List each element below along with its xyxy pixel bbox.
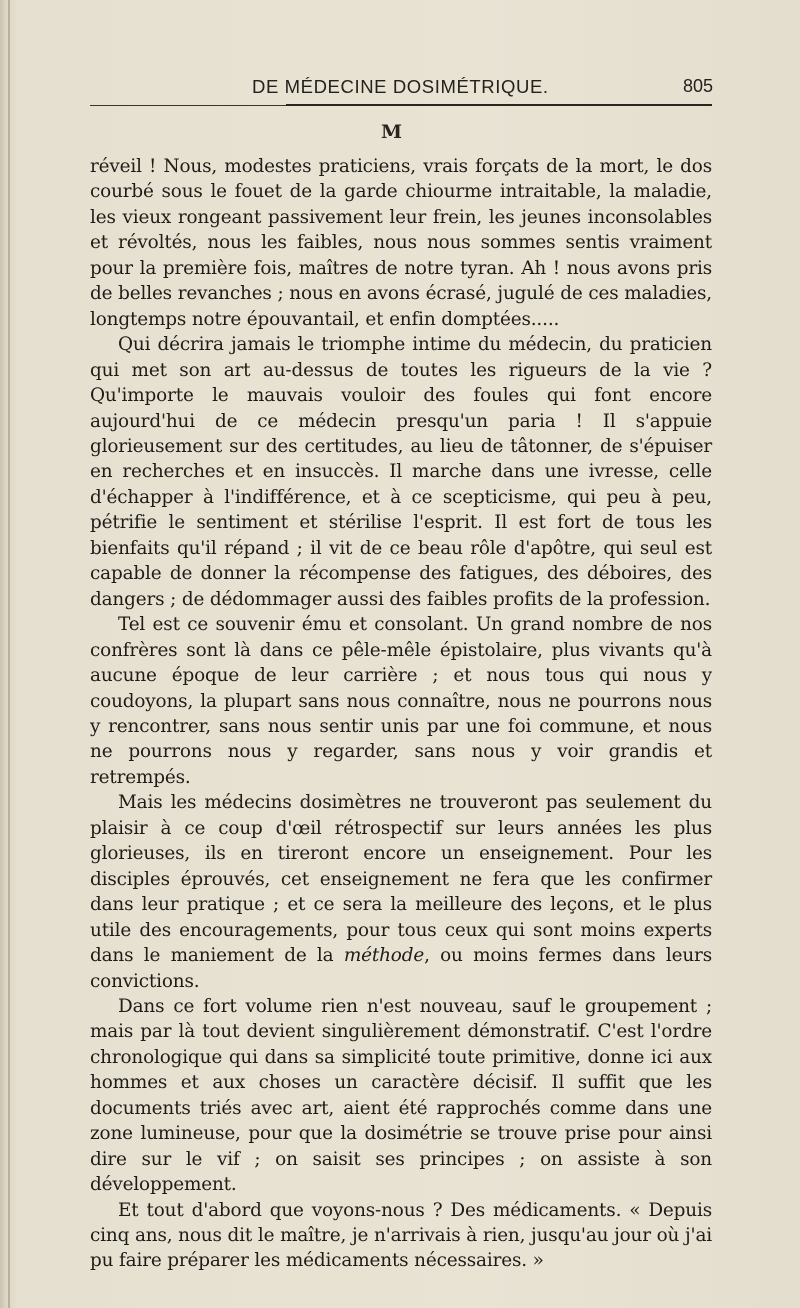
body-text bbox=[90, 154, 712, 1274]
paragraph-3: Tel est ce souvenir ému et consolant. Un grand nombre de nos confrères sont là dans ce pêle-mêle épistolaire, plus vivants qu'à aucune époque de leur carrière ; et nous tous qui nous y coudoyons, la plupart sans nous connaître, nous ne pourrons nous y rencontrer, sans nous sentir unis par une foi commune, et nous ne pourrons nous y regarder, sans nous y voir grandis et retrempés. bbox=[90, 614, 712, 788]
paragraph-2: Qui décrira jamais le triomphe intime du médecin, du praticien qui met son art au-dessus de toutes les rigueurs de la vie ? Qu'importe le mauvais vouloir des foules qui font encore aujourd'hui de ce médecin presqu'un paria ! Il s'appuie glorieusement sur des certitudes, au lieu de tâtonner, de s'épuiser en recherches et en insuccès. Il marche dans une ivresse, celle d'échapper à l'indifférence, et à ce scepticisme, qui peu à peu, pétrifie le sentiment et stérilise l'esprit. Il est fort de tous les bienfaits qu'il répand ; il vit de ce beau rôle d'apôtre, qui seul est capable de donner la récompense des fatigues, des déboires, des dangers ; de dédommager aussi des faibles profits de la profession. bbox=[90, 334, 712, 610]
paragraph-4-text-after: , ou moins fermes dans leurs convictions. bbox=[90, 945, 712, 992]
paragraph-6: Et tout d'abord que voyons-nous ? Des médicaments. « Depuis cinq ans, nous dit le maître, je n'arrivais à rien, jusqu'au jour où j'ai pu faire préparer les médicaments nécessaires. » bbox=[90, 1199, 712, 1272]
page-number: 805 bbox=[683, 76, 714, 96]
paragraph-1: réveil ! Nous, modestes praticiens, vrais forçats de la mort, le dos courbé sous le fouet de la garde chiourme intraitable, la maladie, les vieux rongeant passivement leur frein, les jeunes inconsolables et révoltés, nous les faibles, nous nous sommes sentis vraiment pour la première fois, maîtres de notre tyran. Ah ! nous avons pris de belles revanches ; nous en avons écrasé, jugulé de ces maladies, longtemps notre épouvantail, et enfin domptées..... bbox=[90, 156, 712, 330]
paragraph-4-text-before: Mais les médecins dosimètres ne trouveront pas seulement du plaisir à ce coup d'œil rétrospectif sur leurs années les plus glorieuses, ils en tireront encore un enseignement. Pour les disciples éprouvés, cet enseignement ne fera que les confirmer dans leur pratique ; et ce sera la meilleure des leçons, et le plus utile des encouragements, pour tous ceux qui sont moins experts dans le maniement de la bbox=[90, 792, 712, 967]
header-rule-thick bbox=[286, 104, 712, 106]
paragraph-4 bbox=[90, 790, 712, 994]
paragraph-4-emphasis: méthode bbox=[343, 945, 425, 967]
running-head-title: DE MÉDECINE DOSIMÉTRIQUE. bbox=[252, 76, 549, 97]
section-letter: M bbox=[381, 121, 403, 143]
paragraph-5: Dans ce fort volume rien n'est nouveau, sauf le groupement ; mais par là tout devient singulièrement démonstratif. C'est l'ordre chronologique qui dans sa simplicité toute primitive, donne ici aux hommes et aux choses un caractère décisif. Il suffit que les documents triés avec art, aient été rapprochés comme dans une zone lumineuse, pour que la dosimétrie se trouve prise pour ainsi dire sur le vif ; on saisit ses principes ; on assiste à son développement. bbox=[90, 995, 712, 1196]
page-gutter-shadow bbox=[8, 0, 10, 1308]
